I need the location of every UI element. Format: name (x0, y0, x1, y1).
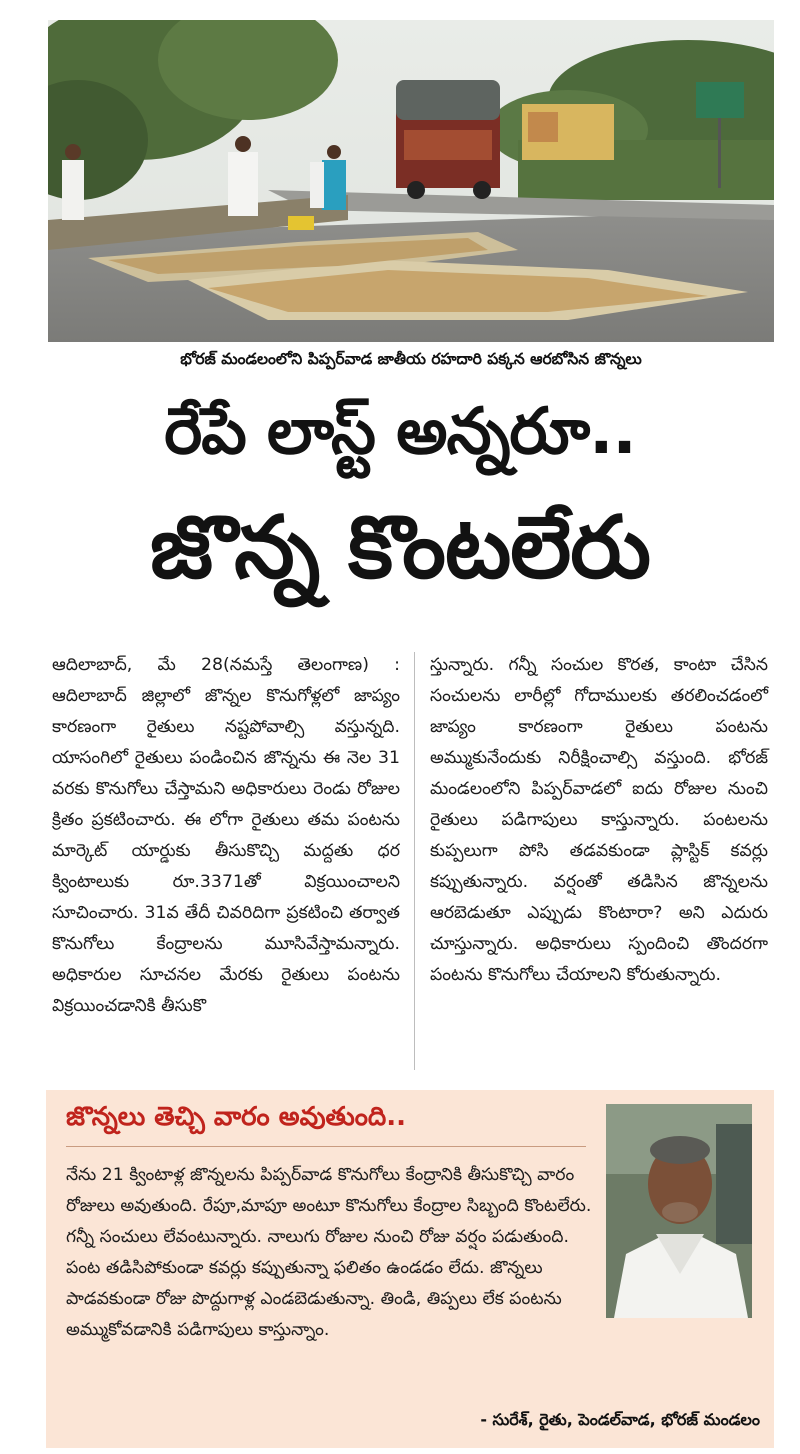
headline-line-1: రేపే లాస్ట్ అన్నరూ.. (164, 395, 636, 469)
headline-line-2: జొన్న కొంటలేరు (149, 498, 651, 598)
photo-caption: భోరజ్ మండలంలోని పిప్పర్‌వాడ జాతీయ రహదారి పక్కన ఆరబోసిన జొన్నలు (180, 350, 642, 368)
article-left-column: ఆదిలాబాద్, మే 28(నమస్తే తెలంగాణ) : ఆదిలాబాద్ జిల్లాలో జొన్నల కొనుగోళ్లలో జాప్యం కారణంగా రైతులు నష్టపోవాల్సి వస్తున్నది. యాసంగిలో రైతులు పండించిన జొన్నను ఈ నెల 31 వరకు కొనుగోలు చేస్తామని అధికారులు రెండు రోజుల క్రితం ప్రకటించారు. ఈ లోగా రైతులు తమ పంటను మార్కెట్ యార్డుకు తీసుకొచ్చి మద్దతు ధర క్వింటాలుకు రూ.3371తో విక్రయించాలని సూచించారు. 31వ తేదీ చివరిదిగా ప్రకటించి తర్వాత కొనుగోలు కేంద్రాలను మూసివేస్తామన్నారు. అధికారుల సూచనల మేరకు రైతులు పంటను విక్రయించడానికి తీసుకొ (52, 655, 400, 1016)
farmer-portrait (606, 1104, 752, 1318)
column-divider (414, 652, 415, 1070)
quote-title: జొన్నలు తెచ్చి వారం అవుతుంది.. (66, 1102, 407, 1132)
quote-attribution: - సురేశ్, రైతు, పెండల్‌వాడ, భోరజ్ మండలం (480, 1410, 760, 1429)
quote-text: నేను 21 క్వింటాళ్ల జొన్నలను పిప్పర్‌వాడ కొనుగోలు కేంద్రానికి తీసుకొచ్చి వారం రోజులు అవుతుంది. రేపూ,మాపూ అంటూ కొనుగోలు కేంద్రాల సిబ్బంది కొంటలేరు. గన్నీ సంచులు లేవంటున్నారు. నాలుగు రోజుల నుంచి రోజు వర్షం పడుతుంది. పంట తడిసిపోకుండా కవర్లు కప్పుతున్నా ఫలితం ఉండడం లేదు. జొన్నలు పాడవకుండా రోజు పొద్దుగాళ్ల ఎండబెడుతున్నా. తిండి, తిప్పలు లేక పంటను అమ్ముకోవడానికి పడిగాపులు కాస్తున్నాం. (66, 1165, 592, 1340)
news-photo (48, 20, 774, 342)
quote-title-underline (66, 1146, 586, 1147)
farmer-portrait-image (606, 1104, 752, 1318)
highway-grain-photo (48, 20, 774, 342)
article-right-column: స్తున్నారు. గన్నీ సంచుల కొరత, కాంటా చేసిన సంచులను లారీల్లో గోదాములకు తరలించడంలో జాప్యం కారణంగా రైతులు పంటను అమ్ముకునేందుకు నిరీక్షించాల్సి వస్తుంది. భోరజ్ మండలంలోని పిప్పర్‌వాడలో ఐదు రోజుల నుంచి రైతులు పడిగాపులు కాస్తున్నారు. పంటలను కుప్పలుగా పోసి తడవకుండా ప్లాస్టిక్ కవర్లు కప్పుతున్నారు. వర్షంతో తడిసిన జొన్నలను ఆరబెడుతూ ఎప్పుడు కొంటారా? అని ఎదురు చూస్తున్నారు. అధికారులు స్పందించి తొందరగా పంటను కొనుగోలు చేయాలని కోరుతున్నారు. (430, 655, 768, 985)
